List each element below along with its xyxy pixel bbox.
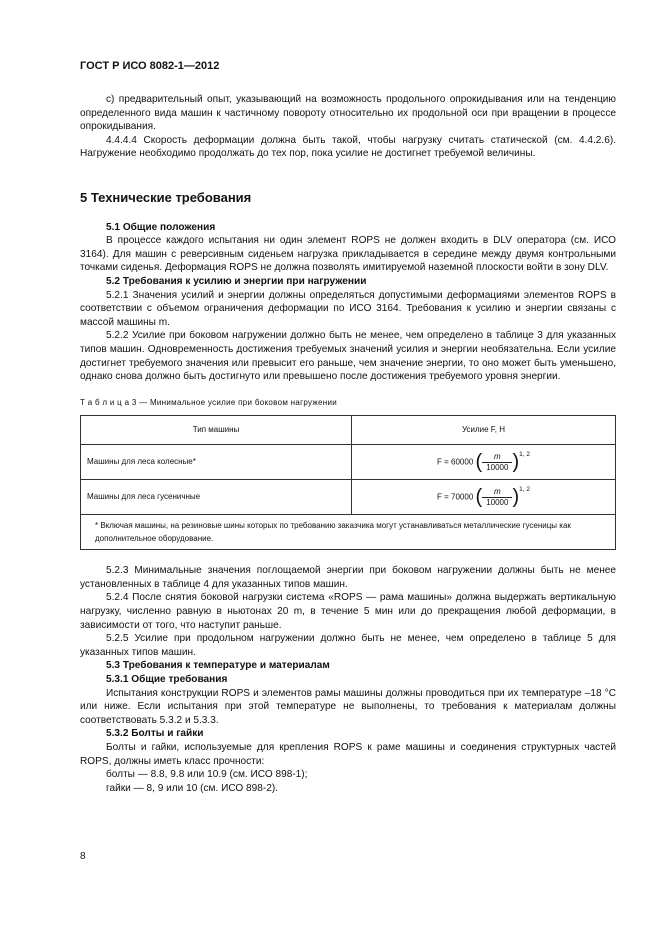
paragraph-5-3-2: Болты и гайки, используемые для крепления ROPS к раме машины и соединения структурных частей ROPS, должны иметь класс прочности: [80,742,616,767]
table-3 [80,415,616,550]
machine-type: Машины для леса колесные* [81,445,352,480]
paragraph-5-2-3: 5.2.3 Минимальные значения поглощаемой энергии при боковом нагружении должны быть не менее установленных в таблице 4 для указанных типов машин. [80,565,616,590]
force-formula: F = 60000 ( $\frac{m}{10000}$ )$^{1, 2}$ [352,445,616,480]
running-header: ГОСТ Р ИСО 8082-1—2012 [80,60,220,72]
table-row [81,480,616,515]
page-number: 8 [80,851,86,862]
paragraph-5-1: В процессе каждого испытания ни один элемент ROPS не должен входить в DLV оператора (см. ИСО 3164). Для машин с реверсивным сиденьем нагрузка прикладывается в середине между двумя контрольными точками сиденья. Деформация ROPS не должна позволять имитируемой наземной плоскости войти в зону DLV. [80,235,616,274]
subsection-5-3-1-title: 5.3.1 Общие требования [106,674,228,686]
subsection-5-2-title: 5.2 Требования к усилию и энергии при нагружении [106,275,367,287]
subsection-5-3-2-title: 5.3.2 Болты и гайки [106,728,204,740]
force-formula: F = 70000 ( $\frac{m}{10000}$ )$^{1, 2}$ [352,480,616,515]
table-header-type: Тип машины [81,416,352,445]
list-item-nuts: гайки — 8, 9 или 10 (см. ИСО 898-2). [106,782,279,794]
paragraph-5-3-1: Испытания конструкции ROPS и элементов рамы машины должны проводиться при их температуре –18 °С или ниже. Если испытания при этой температуре не выполнены, то требования к материалам должны соответствовать 5.3.2 и 5.3.3. [80,687,616,726]
list-item-bolts: болты — 8.8, 9.8 или 10.9 (см. ИСО 898-1); [106,769,308,781]
paragraph-4-4-4-4: 4.4.4.4 Скорость деформации должна быть такой, чтобы нагрузку считать статической (см. 4.4.2.6). Нагружение необходимо продолжать до тех пор, пока усилие не достигнет требуемой величины. [80,134,616,160]
table-caption: Т а б л и ц а 3 — Минимальное усилие при боковом нагружении [80,397,338,407]
page-body [80,93,616,795]
paragraph-5-2-4: 5.2.4 После снятия боковой нагрузки система «ROPS — рама машины» должна выдержать вертикальную нагрузку, численно равную в ньютонах 20 m, в течение 5 мин или до прекращения любой деформации, в зависимости от того, что наступит раньше. [80,592,616,631]
subsection-5-1-title: 5.1 Общие положения [106,221,216,233]
table-header-force: Усилие F, Н [352,416,616,445]
table-row [81,445,616,480]
table-footnote: * Включая машины, на резиновые шины которых по требованию заказчика могут устанавливаться металлические гусеницы как дополнительное оборудование. [81,515,616,550]
section-title: 5 Технические требования [80,189,252,205]
machine-type: Машины для леса гусеничные [81,480,352,515]
paragraph-5-2-2: 5.2.2 Усилие при боковом нагружении должно быть не менее, чем определено в таблице 3 для указанных типов машин. Одновременность достижения требуемых значений усилия и энергии необязательна. Если усилие достигнет требуемого значения или превысит его раньше, чем значение энергии, то оно может быть уменьшено, однако снова должно быть достигнуто или превышено после достижения требуемого уровня энергии. [80,330,616,383]
table-footnote-row [81,515,616,550]
paragraph-c: с) предварительный опыт, указывающий на возможность продольного опрокидывания или на тенденцию определенного вида машин к частичному повороту относительно их продольной оси при вращении в процессе опрокидывания. [80,94,616,133]
subsection-5-3-title: 5.3 Требования к температуре и материалам [106,660,330,672]
paragraph-5-2-1: 5.2.1 Значения усилий и энергии должны определяться допустимыми деформациями элементов ROPS в соответствии с объемом ограничения деформации по ИСО 3164. Требования к усилию и энергии связаны с массой машины m. [80,289,616,328]
paragraph-5-2-5: 5.2.5 Усилие при продольном нагружении должно быть не менее, чем определено в таблице 5 для указанных типов машин. [80,633,616,658]
